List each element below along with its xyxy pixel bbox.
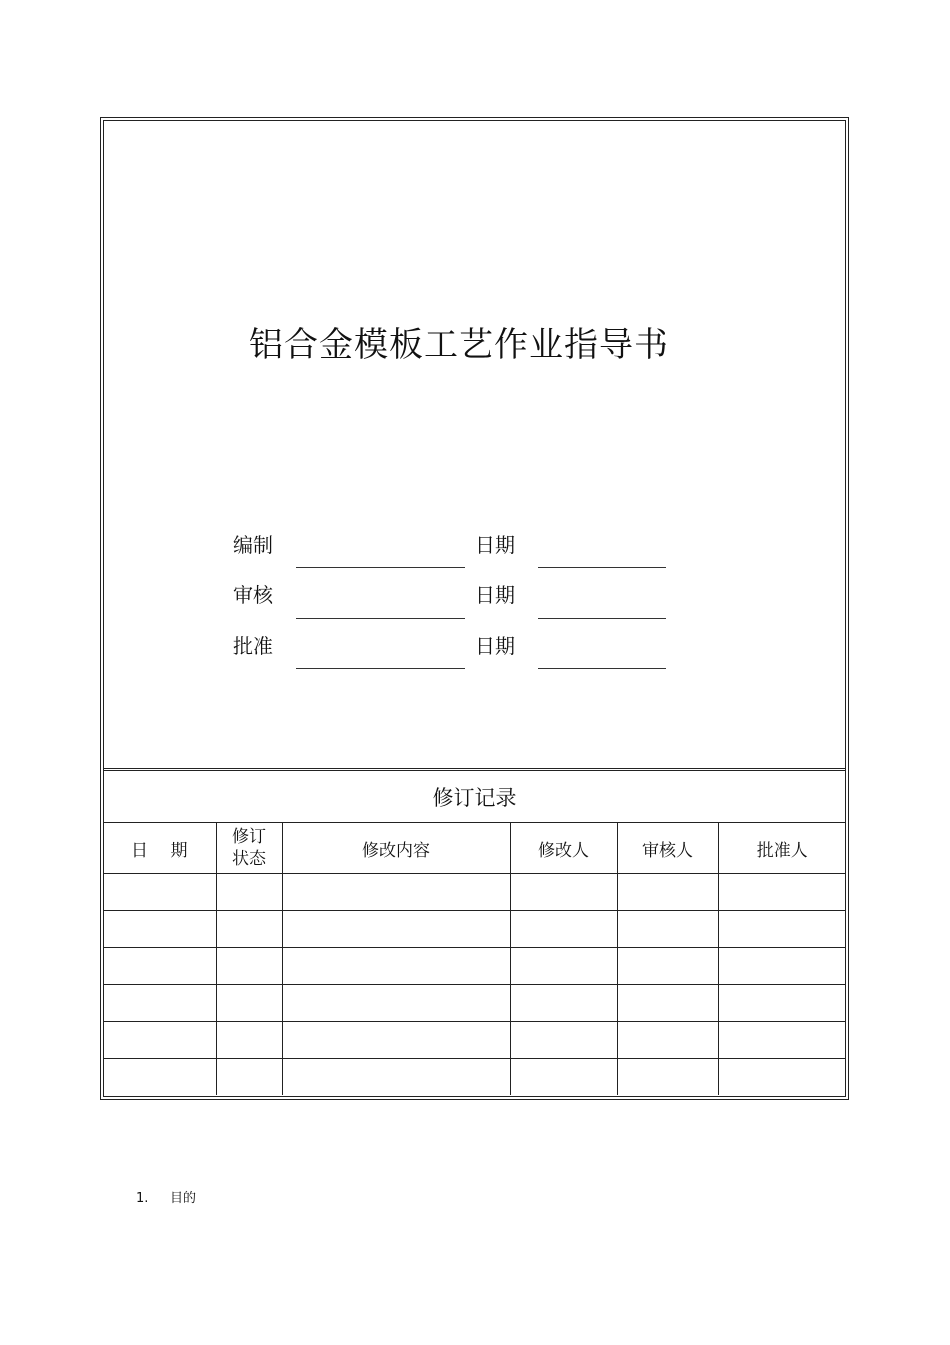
section-title: 目的 [170,1191,197,1206]
signature-line-approve [296,668,465,669]
table-cell [103,1059,216,1096]
section-number: 1. [136,1191,149,1206]
revision-record-heading: 修订记录 [432,786,517,810]
date-line-compile [538,567,666,568]
table-cell [216,1059,282,1096]
table-cell [216,1022,282,1059]
signature-role-approve: 批准 [233,634,273,658]
table-cell [510,948,617,985]
table-cell [718,1059,846,1096]
table-cell [282,874,510,911]
revision-table-body [103,874,846,1096]
table-cell [617,874,718,911]
column-header-status [216,823,282,874]
table-cell [103,1022,216,1059]
signature-role-review: 审核 [233,583,273,607]
table-cell [282,985,510,1022]
table-cell [718,985,846,1022]
column-header-content: 修改内容 [282,823,510,874]
table-cell [718,1022,846,1059]
document-title: 铝合金模板工艺作业指导书 [249,325,669,365]
table-cell [103,911,216,948]
table-cell [510,911,617,948]
table-row [103,911,846,948]
table-row [103,1059,846,1096]
table-cell [282,1059,510,1096]
table-cell [718,874,846,911]
revision-table-header [103,823,846,874]
table-cell [617,1059,718,1096]
signature-line-review [296,618,465,619]
table-cell [103,948,216,985]
table-cell [103,985,216,1022]
table-cell [617,948,718,985]
table-cell [617,985,718,1022]
table-cell [510,1022,617,1059]
table-cell [282,1022,510,1059]
section-heading [136,1190,196,1208]
table-row [103,1022,846,1059]
column-header-status-line2: 状态 [232,849,266,869]
table-cell [216,874,282,911]
column-header-date: 日 期 [103,823,216,874]
table-cell [510,874,617,911]
table-cell [617,911,718,948]
date-label-approve: 日期 [475,634,515,658]
table-row [103,948,846,985]
table-cell [103,874,216,911]
table-cell [282,911,510,948]
table-cell [617,1022,718,1059]
table-row [103,985,846,1022]
table-cell [718,911,846,948]
column-header-status-line1: 修订 [232,827,266,847]
column-header-approver: 批准人 [718,823,846,874]
table-cell [510,1059,617,1096]
column-header-reviewer: 审核人 [617,823,718,874]
revision-table [103,822,846,1095]
table-cell [510,985,617,1022]
table-row [103,874,846,911]
date-label-compile: 日期 [475,533,515,557]
date-line-review [538,618,666,619]
date-line-approve [538,668,666,669]
signature-role-compile: 编制 [233,533,273,557]
table-cell [216,911,282,948]
table-cell [282,948,510,985]
table-cell [216,948,282,985]
table-cell [718,948,846,985]
date-label-review: 日期 [475,583,515,607]
table-cell [216,985,282,1022]
signature-line-compile [296,567,465,568]
column-header-modifier: 修改人 [510,823,617,874]
